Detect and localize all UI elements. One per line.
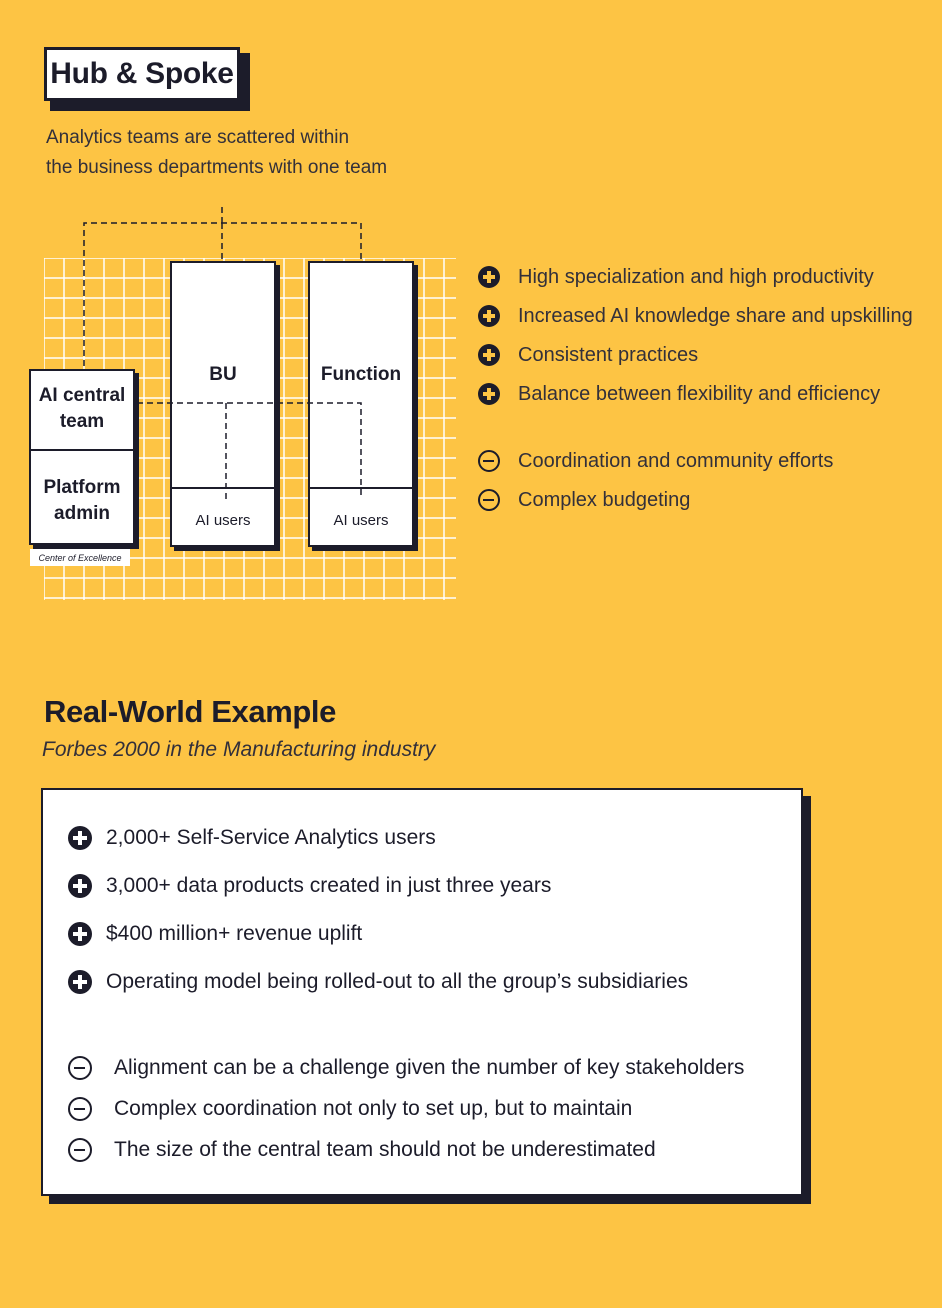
function-label: Function	[320, 364, 402, 385]
pro-item: High specialization and high productivity	[478, 262, 928, 292]
example-pros-list	[68, 824, 788, 996]
function-users-label: AI users	[333, 512, 389, 529]
minus-circle-icon	[478, 450, 500, 472]
example-pro-item: Operating model being rolled-out to all the group’s subsidiaries	[68, 968, 788, 996]
subtitle-line-1: Analytics teams are scattered within	[46, 127, 350, 148]
example-con-item: Alignment can be a challenge given the number of key stakeholders	[68, 1054, 788, 1082]
example-pro-item: 3,000+ data products created in just three years	[68, 872, 788, 900]
example-con-item: The size of the central team should not be underestimated	[68, 1136, 788, 1164]
bu-label: BU	[209, 364, 237, 385]
example-subtitle: Forbes 2000 in the Manufacturing industry	[42, 738, 436, 761]
plus-circle-icon	[68, 922, 92, 946]
platform-admin-label: Platform admin	[43, 477, 121, 524]
central-team-label: AI central team	[38, 385, 126, 432]
example-title: Real-World Example	[44, 694, 336, 729]
con-item: Complex budgeting	[478, 485, 928, 515]
example-con-item: Complex coordination not only to set up, but to maintain	[68, 1095, 788, 1123]
example-pro-item: $400 million+ revenue uplift	[68, 920, 788, 948]
minus-circle-icon	[68, 1138, 92, 1162]
plus-circle-icon	[68, 874, 92, 898]
plus-circle-icon	[478, 383, 500, 405]
plus-circle-icon	[478, 344, 500, 366]
inner-connector	[137, 403, 361, 500]
bu-users-label: AI users	[195, 512, 251, 529]
plus-circle-icon	[478, 266, 500, 288]
plus-circle-icon	[478, 305, 500, 327]
pro-item: Consistent practices	[478, 340, 928, 370]
example-pro-item: 2,000+ Self-Service Analytics users	[68, 824, 788, 852]
plus-circle-icon	[68, 970, 92, 994]
subtitle-line-2: the business departments with one team	[46, 157, 388, 178]
con-item: Coordination and community efforts	[478, 446, 928, 476]
minus-circle-icon	[478, 489, 500, 511]
top-connector	[84, 207, 361, 366]
example-cons-list	[68, 1054, 788, 1164]
pro-item: Balance between flexibility and efficiency	[478, 379, 928, 409]
page-title: Hub & Spoke	[44, 47, 240, 101]
cons-list	[478, 446, 928, 515]
example-card	[41, 788, 803, 1196]
minus-circle-icon	[68, 1097, 92, 1121]
center-of-excellence-tag: Center of Excellence	[30, 549, 130, 566]
pros-list	[478, 262, 928, 409]
minus-circle-icon	[68, 1056, 92, 1080]
plus-circle-icon	[68, 826, 92, 850]
pro-item: Increased AI knowledge share and upskilling	[478, 301, 928, 331]
